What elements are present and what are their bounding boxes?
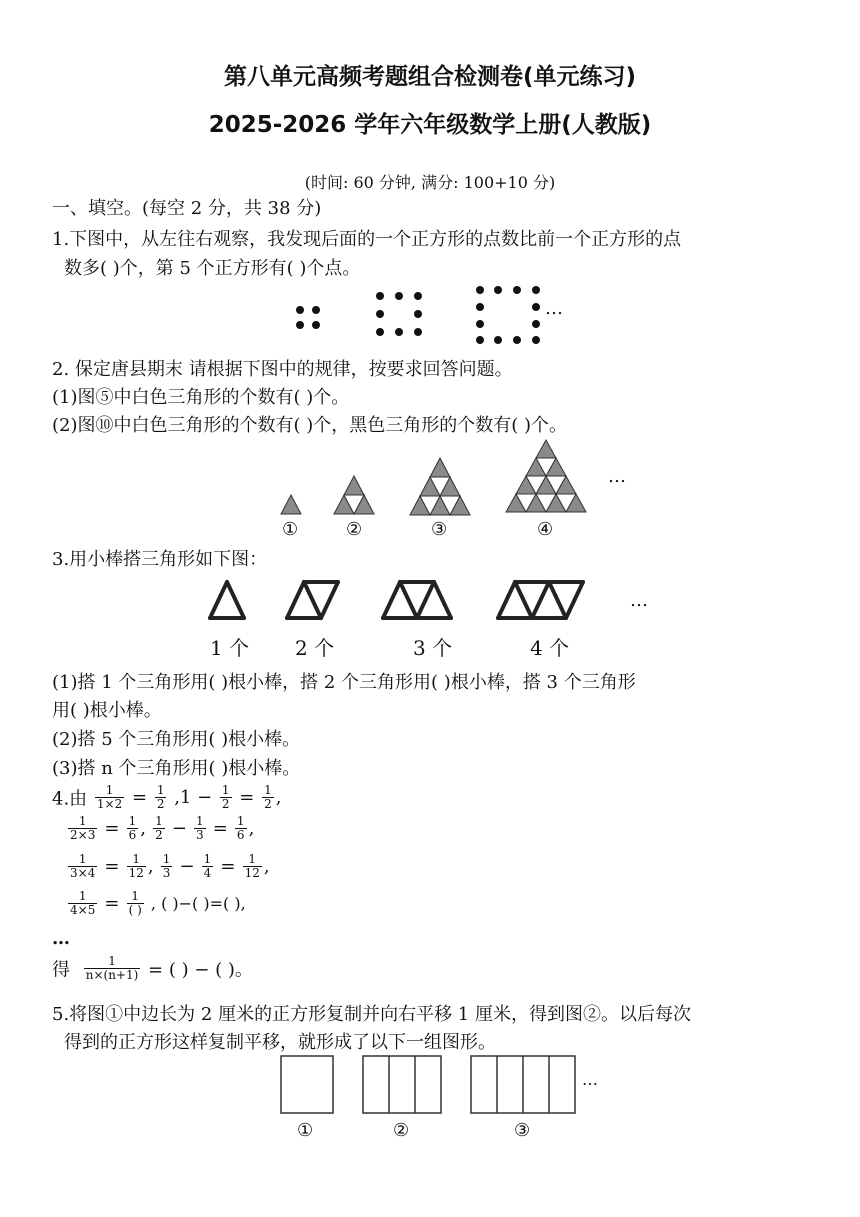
q4-row1: 4.由 $\frac{1}{1\times 2}$ = $\frac{1}{2}$ ,1 − $\frac{1}{2}$ = $\frac{1}{2}$ , [52, 783, 282, 811]
q2-triangles-figure [270, 438, 630, 518]
q5-label-1: ① [297, 1120, 314, 1141]
q5-line2: 得到的正方形这样复制平移，就形成了以下一组图形。 [64, 1032, 496, 1053]
q3-label-3: 3 个 [413, 636, 453, 660]
q2-part2: (2)图⑩中白色三角形的个数有( )个，黑色三角形的个数有( )个。 [52, 415, 568, 436]
q4-dots: … [52, 928, 70, 949]
stick-figure-4 [498, 582, 583, 618]
triangle-figure-1 [281, 495, 301, 514]
q5-squares-figure [270, 1052, 610, 1118]
stick-figure-2 [287, 582, 338, 618]
stick-figure-3 [383, 582, 451, 618]
q4-row2: $\frac{1}{2\times 3}$ = $\frac{1}{6}$ , $\frac{1}{2}$ − $\frac{1}{3}$ = $\frac{1}{6}$ , [70, 814, 255, 842]
q4-row4: $\frac{1}{4\times 5}$ = $\frac{1}{( )}$ , ( )−( )=( ), [70, 889, 246, 917]
stick-figure-1 [210, 582, 244, 618]
q1-ellipsis: … [545, 298, 563, 319]
q1-dot-squares-figure [280, 282, 580, 346]
q5-line1: 5.将图①中边长为 2 厘米的正方形复制并向右平移 1 厘米，得到图②。以后每次 [52, 1004, 691, 1025]
document-subtitle: 2025-2026 学年六年级数学上册(人教版) [208, 112, 652, 138]
time-info: (时间: 60 分钟, 满分: 100+10 分) [304, 173, 556, 192]
q2-part1: (1)图⑤中白色三角形的个数有( )个。 [52, 387, 350, 408]
q3-label-1: 1 个 [210, 636, 250, 660]
triangle-figure-3 [410, 458, 470, 515]
q5-label-2: ② [393, 1120, 410, 1141]
document-title: 第八单元高频考题组合检测卷(单元练习) [223, 64, 637, 90]
q4-final: 得 $\frac{1}{n\times(n+1)}$ = ( ) − ( )。 [52, 954, 253, 982]
q3-intro: 3.用小棒搭三角形如下图： [52, 549, 268, 570]
q2-ellipsis: … [608, 466, 626, 487]
q2-label-3: ③ [431, 519, 448, 540]
q3-part3: (3)搭 n 个三角形用( )根小棒。 [52, 758, 301, 779]
q5-label-3: ③ [514, 1120, 531, 1141]
q2-label-4: ④ [537, 519, 554, 540]
triangle-figure-4 [506, 440, 586, 512]
square-figure-3 [471, 1056, 575, 1113]
q3-ellipsis: … [630, 590, 648, 611]
q3-stick-triangles-figure [200, 574, 620, 630]
q3-label-2: 2 个 [295, 636, 335, 660]
q2-label-2: ② [346, 519, 363, 540]
dot-square-1 [296, 306, 320, 329]
q5-ellipsis: … [582, 1070, 598, 1089]
triangle-figure-2 [334, 476, 374, 514]
dot-square-3 [476, 286, 540, 344]
q3-part1b: 用( )根小棒。 [52, 700, 162, 721]
section-heading: 一、填空。(每空 2 分，共 38 分) [52, 198, 322, 219]
q1-line2: 数多( )个，第 5 个正方形有( )个点。 [64, 258, 361, 279]
q2-label-1: ① [282, 519, 299, 540]
q3-part2: (2)搭 5 个三角形用( )根小棒。 [52, 729, 301, 750]
q3-part1a: (1)搭 1 个三角形用( )根小棒，搭 2 个三角形用( )根小棒，搭 3 个三角形 [52, 672, 636, 693]
dot-square-2 [376, 292, 422, 336]
q1-line1: 1.下图中，从左往右观察，我发现后面的一个正方形的点数比前一个正方形的点 [52, 229, 682, 250]
q4-row3: $\frac{1}{3\times 4}$ = $\frac{1}{12}$ , $\frac{1}{3}$ − $\frac{1}{4}$ = $\frac{1}{12}$ , [70, 852, 270, 880]
q3-label-4: 4 个 [530, 636, 570, 660]
square-figure-2 [363, 1056, 441, 1113]
q2-intro: 2. 保定唐县期末 请根据下图中的规律，按要求回答问题。 [52, 359, 513, 380]
square-figure-1 [281, 1056, 333, 1113]
